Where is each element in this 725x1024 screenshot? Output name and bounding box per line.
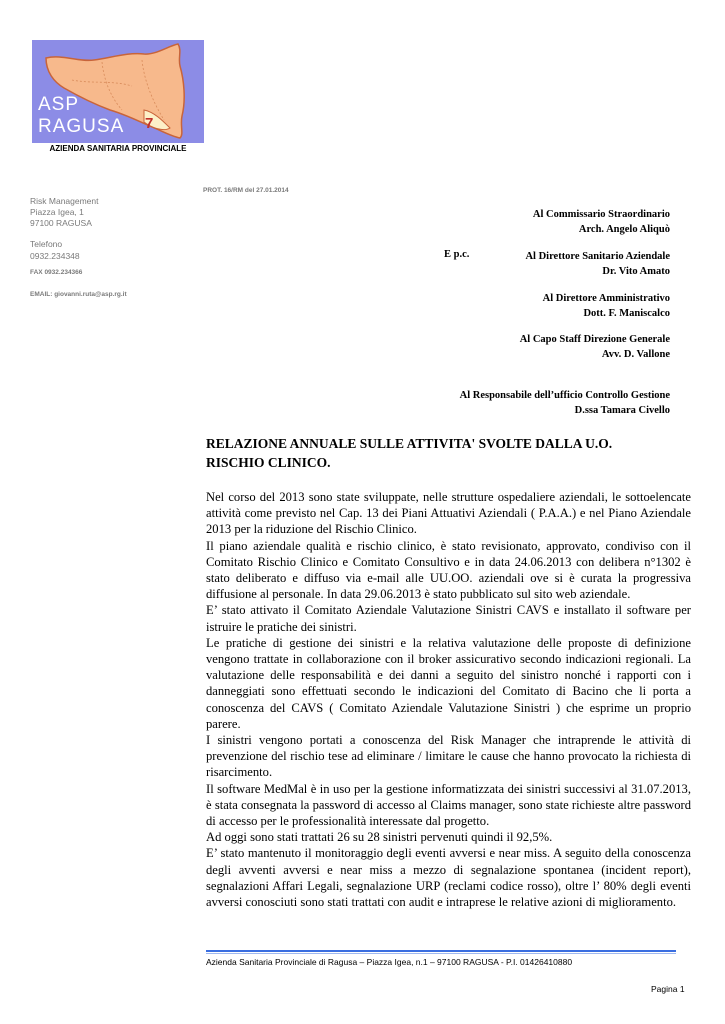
footer-address: Azienda Sanitaria Provinciale di Ragusa – Piazza Igea, n.1 – 97100 RAGUSA - P.I. 01426410880 xyxy=(206,957,573,967)
report-title: RELAZIONE ANNUALE SULLE ATTIVITA' SVOLTE DALLA U.O. RISCHIO CLINICO. xyxy=(206,436,613,470)
logo-number: 7 xyxy=(145,115,154,132)
sender-email: EMAIL: giovanni.ruta@asp.rg.it xyxy=(30,291,127,298)
logo-asp-text: ASP xyxy=(38,94,80,115)
paragraph: Ad oggi sono stati trattati 26 su 28 sinistri pervenuti quindi il 92,5%. xyxy=(206,830,553,845)
recipient-4-name: Avv. D. Vallone xyxy=(601,349,670,360)
protocol-number: PROT. 16/RM del 27.01.2014 xyxy=(203,187,289,194)
recipient-1-role: Al Commissario Straordinario xyxy=(532,209,670,220)
recipient-3-name: Dott. F. Maniscalco xyxy=(583,308,670,319)
sender-office: Risk Management xyxy=(30,196,99,206)
cc-label: E p.c. xyxy=(444,249,470,260)
paragraph: E’ stato mantenuto il monitoraggio degli eventi avversi e near miss. A seguito della conoscenza degli avventi avversi e near miss a mezzo di segnalazione spontanea (incident report), segnalazioni Affari Legali, segnalazione URP (reclami codice rosso), oltre l’ 80% degli eventi avversi conosciuti sono stati trattati con audit e intraprese le relative azioni di miglioramento. xyxy=(206,846,691,910)
logo-ragusa-text: RAGUSA xyxy=(38,116,125,137)
paragraph: E’ stato attivato il Comitato Aziendale Valutazione Sinistri CAVS e installato il software per istruire le pratiche dei sinistri. xyxy=(206,603,691,634)
sender-street: Piazza Igea, 1 xyxy=(30,207,84,217)
sender-fax: FAX 0932.234366 xyxy=(30,269,83,276)
sender-phone-label: Telefono xyxy=(30,239,63,249)
recipient-2-name: Dr. Vito Amato xyxy=(602,266,670,277)
footer-divider xyxy=(206,950,676,952)
paragraph: Le pratiche di gestione dei sinistri e la relativa valutazione delle proposte di definizione vengono trattate in collaborazione con il broker assicurativo secondo indicazioni regionali. La valutazione delle responsabilità e dei danni a seguito del sinistro nonché i rapporti con i danneggiati sono effettuati secondo le indicazioni del Comitato di Bacino che li porta a conoscenza del CAVS ( Comitato Aziendale Valutazione Sinistri ) che esprime un proprio parere. xyxy=(206,635,691,731)
logo-caption: AZIENDA SANITARIA PROVINCIALE xyxy=(49,144,187,153)
recipient-2-role: Al Direttore Sanitario Aziendale xyxy=(525,251,670,262)
footer-divider-secondary xyxy=(206,953,676,954)
recipient-4-role: Al Capo Staff Direzione Generale xyxy=(519,334,670,345)
recipient-5-role: Al Responsabile dell’ufficio Controllo Gestione xyxy=(459,390,670,401)
sender-city: 97100 RAGUSA xyxy=(30,218,92,228)
recipient-1-name: Arch. Angelo Aliquò xyxy=(578,224,670,235)
recipient-5-name: D.ssa Tamara Civello xyxy=(574,405,670,416)
paragraph: Nel corso del 2013 sono state sviluppate, nelle strutture ospedaliere aziendali, le sottoelencate attività come previsto nel Cap. 13 dei Piani Attuativi Aziendali ( P.A.A.) e nel Piano Aziendale 2013 per la riduzione del Rischio Clinico. xyxy=(206,490,691,537)
sender-phone: 0932.234348 xyxy=(30,251,80,261)
paragraph: I sinistri vengono portati a conoscenza del Risk Manager che intraprende le attività di prevenzione del rischio tese ad eliminare / limitare le cause che hanno provocato la richiesta di risarcimento. xyxy=(206,733,691,780)
report-body xyxy=(206,489,691,910)
page-number: Pagina 1 xyxy=(651,984,685,994)
paragraph: Il software MedMal è in uso per la gestione informatizzata dei sinistri successivi al 31.07.2013, è stata consegnata la password di accesso al Claims manager, sono state richieste altre password di accesso per le professionalità interessate dal progetto. xyxy=(206,781,691,829)
recipient-3-role: Al Direttore Amministrativo xyxy=(542,293,670,304)
paragraph: Il piano aziendale qualità e rischio clinico, è stato revisionato, approvato, condiviso con il Comitato Rischio Clinico e Comitato Consultivo e in data 24.06.2013 con delibera n°1302 è stato deliberato e diffuso via e-mail alle UU.OO. aziendali ove si è curata la progressiva diffusione al personale. In data 29.06.2013 è stato pubblicato sul sito web aziendale. xyxy=(206,538,691,602)
